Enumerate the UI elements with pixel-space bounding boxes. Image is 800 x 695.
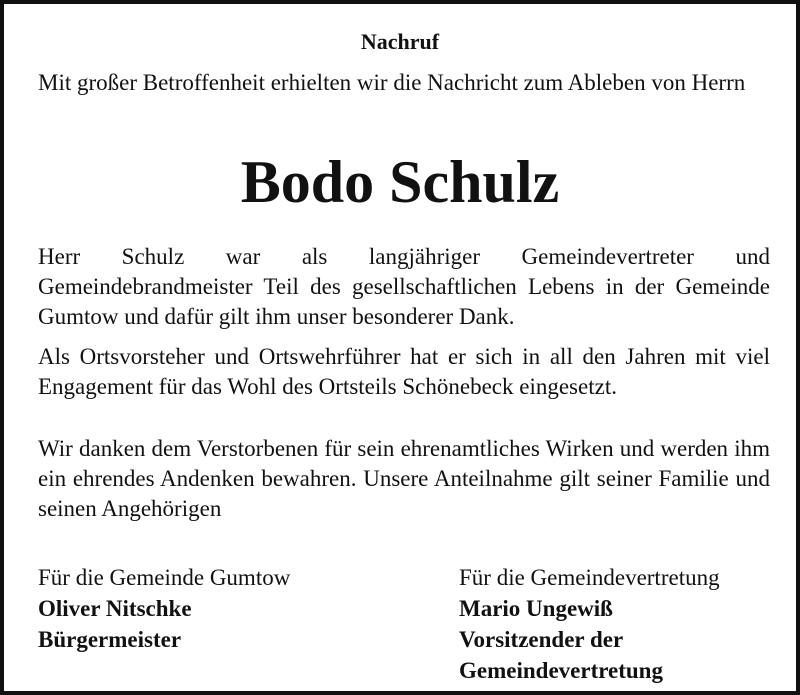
signature-org: Für die Gemeinde Gumtow [38, 565, 291, 590]
signature-name: Oliver Nitschke [38, 596, 192, 621]
signature-block-municipality [38, 562, 418, 655]
notice-heading: Nachruf [360, 29, 440, 54]
deceased-name: Bodo Schulz [240, 149, 560, 215]
paragraph-3: Wir danken dem Verstorbenen für sein ehrenamtliches Wirken und werden ihm ein ehrendes Andenken bewahren. Unsere Anteilnahme gilt seiner Familie und seinen Angehörigen [38, 436, 770, 521]
signature-name: Mario Ungewiß [459, 596, 613, 621]
signature-org: Für die Gemeindevertretung [459, 565, 720, 590]
paragraph-2: Als Ortsvorsteher und Ortswehrführer hat er sich in all den Jahren mit viel Engagement für das Wohl des Ortsteils Schönebeck eingesetzt. [38, 344, 770, 399]
signature-role-line-2: Gemeindevertretung [459, 658, 663, 683]
signature-block-council [459, 562, 779, 686]
intro-text: Mit großer Betroffenheit erhielten wir die Nachricht zum Ableben von Herrn [38, 70, 746, 95]
paragraph-1: Herr Schulz war als langjähriger Gemeindevertreter und Gemeindebrandmeister Teil des gesellschaftlichen Lebens in der Gemeinde Gumtow und dafür gilt ihm unser besonderer Dank. [38, 244, 770, 329]
signature-role-line-1: Vorsitzender der [459, 627, 624, 652]
signature-role: Bürgermeister [38, 627, 182, 652]
